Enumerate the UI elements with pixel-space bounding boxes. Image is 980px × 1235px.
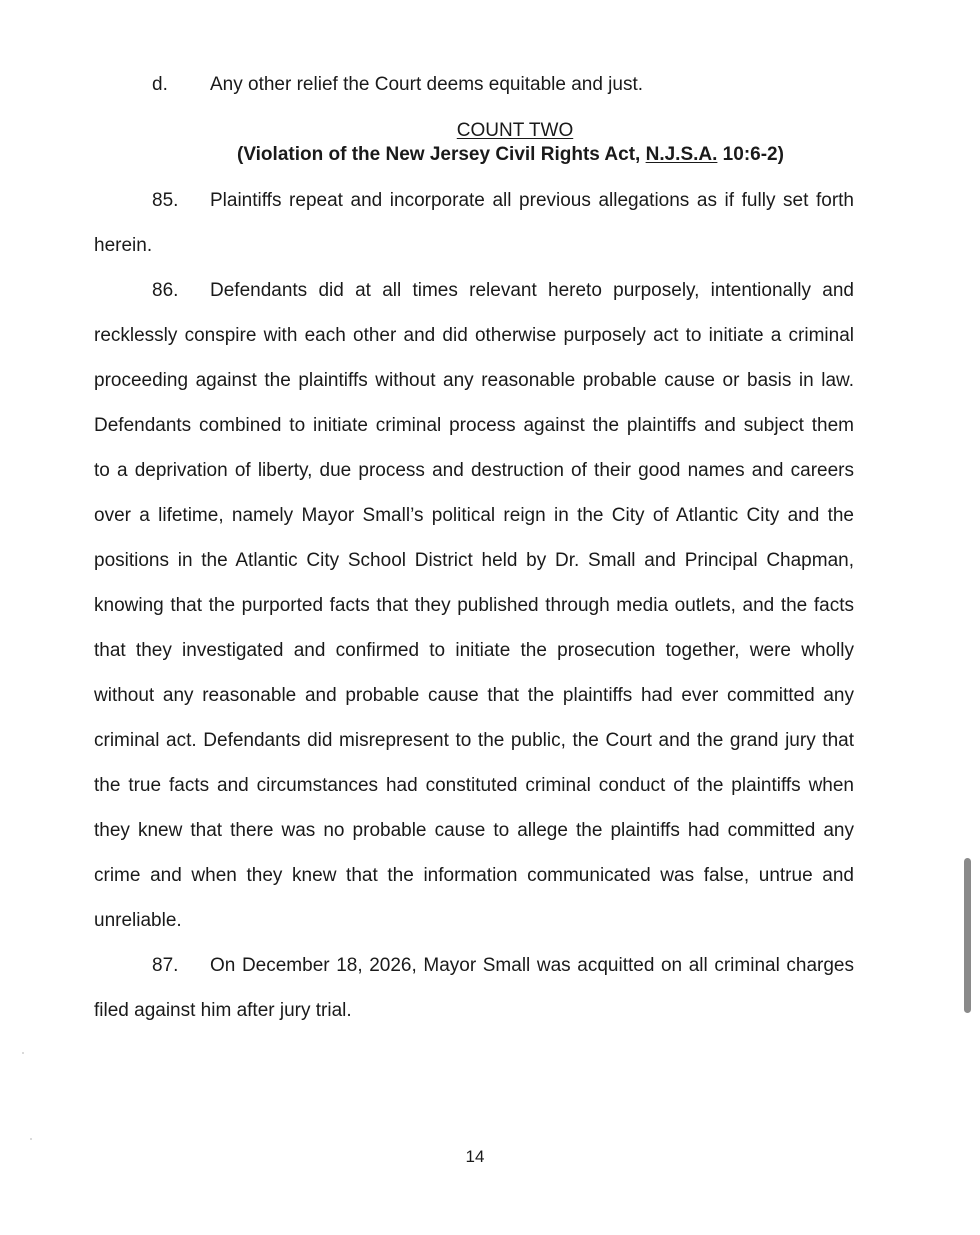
- paragraph-86-line: proceeding against the plaintiffs without any reasonable probable cause or basis in law.: [94, 370, 854, 391]
- relief-item-text: Any other relief the Court deems equitable and just.: [210, 74, 644, 95]
- paragraph-86-line: unreliable.: [94, 910, 182, 931]
- paragraph-85-number: 85.: [152, 190, 179, 211]
- paragraph-85-line: Plaintiffs repeat and incorporate all previous allegations as if fully set forth: [210, 190, 854, 211]
- count-subtitle-statute: N.J.S.A.: [645, 144, 718, 165]
- paragraph-86-line: criminal act. Defendants did misrepresent to the public, the Court and the grand jury that: [94, 730, 854, 751]
- paragraph-86-line: Defendants did at all times relevant hereto purposely, intentionally and: [210, 280, 854, 301]
- paragraph-86-line: without any reasonable and probable cause that the plaintiffs had ever committed any: [94, 685, 854, 706]
- paragraph-85-line: herein.: [94, 235, 153, 256]
- vertical-scrollbar[interactable]: [964, 858, 971, 1013]
- paragraph-86-line: that they investigated and confirmed to initiate the prosecution together, were wholly: [94, 640, 854, 661]
- paragraph-86-line: to a deprivation of liberty, due process and destruction of their good names and careers: [94, 460, 854, 481]
- scan-speck: [22, 1052, 24, 1054]
- paragraph-86-line: knowing that the purported facts that they published through media outlets, and the facts: [94, 595, 854, 616]
- count-title: COUNT TWO: [456, 120, 574, 141]
- relief-item-letter: d.: [152, 74, 168, 95]
- count-subtitle-post: 10:6-2): [717, 144, 784, 165]
- count-subtitle: [237, 144, 784, 166]
- count-subtitle-pre: (Violation of the New Jersey Civil Rights Act,: [237, 144, 646, 165]
- paragraph-87-number: 87.: [152, 955, 179, 976]
- page-number: 14: [465, 1147, 485, 1166]
- paragraph-86-number: 86.: [152, 280, 179, 301]
- paragraph-86-line: recklessly conspire with each other and did otherwise purposely act to initiate a criminal: [94, 325, 854, 346]
- paragraph-86-line: they knew that there was no probable cause to allege the plaintiffs had committed any: [94, 820, 854, 841]
- paragraph-86-line: Defendants combined to initiate criminal process against the plaintiffs and subject them: [94, 415, 854, 436]
- paragraph-86-line: positions in the Atlantic City School District held by Dr. Small and Principal Chapman,: [94, 550, 854, 571]
- paragraph-86-line: over a lifetime, namely Mayor Small’s political reign in the City of Atlantic City and the: [94, 505, 854, 526]
- paragraph-86-line: crime and when they knew that the information communicated was false, untrue and: [94, 865, 854, 886]
- paragraph-86-line: the true facts and circumstances had constituted criminal conduct of the plaintiffs when: [94, 775, 854, 796]
- paragraph-87-line: On December 18, 2026, Mayor Small was acquitted on all criminal charges: [210, 955, 854, 976]
- paragraph-87-line: filed against him after jury trial.: [94, 1000, 352, 1021]
- scan-speck: [30, 1138, 32, 1140]
